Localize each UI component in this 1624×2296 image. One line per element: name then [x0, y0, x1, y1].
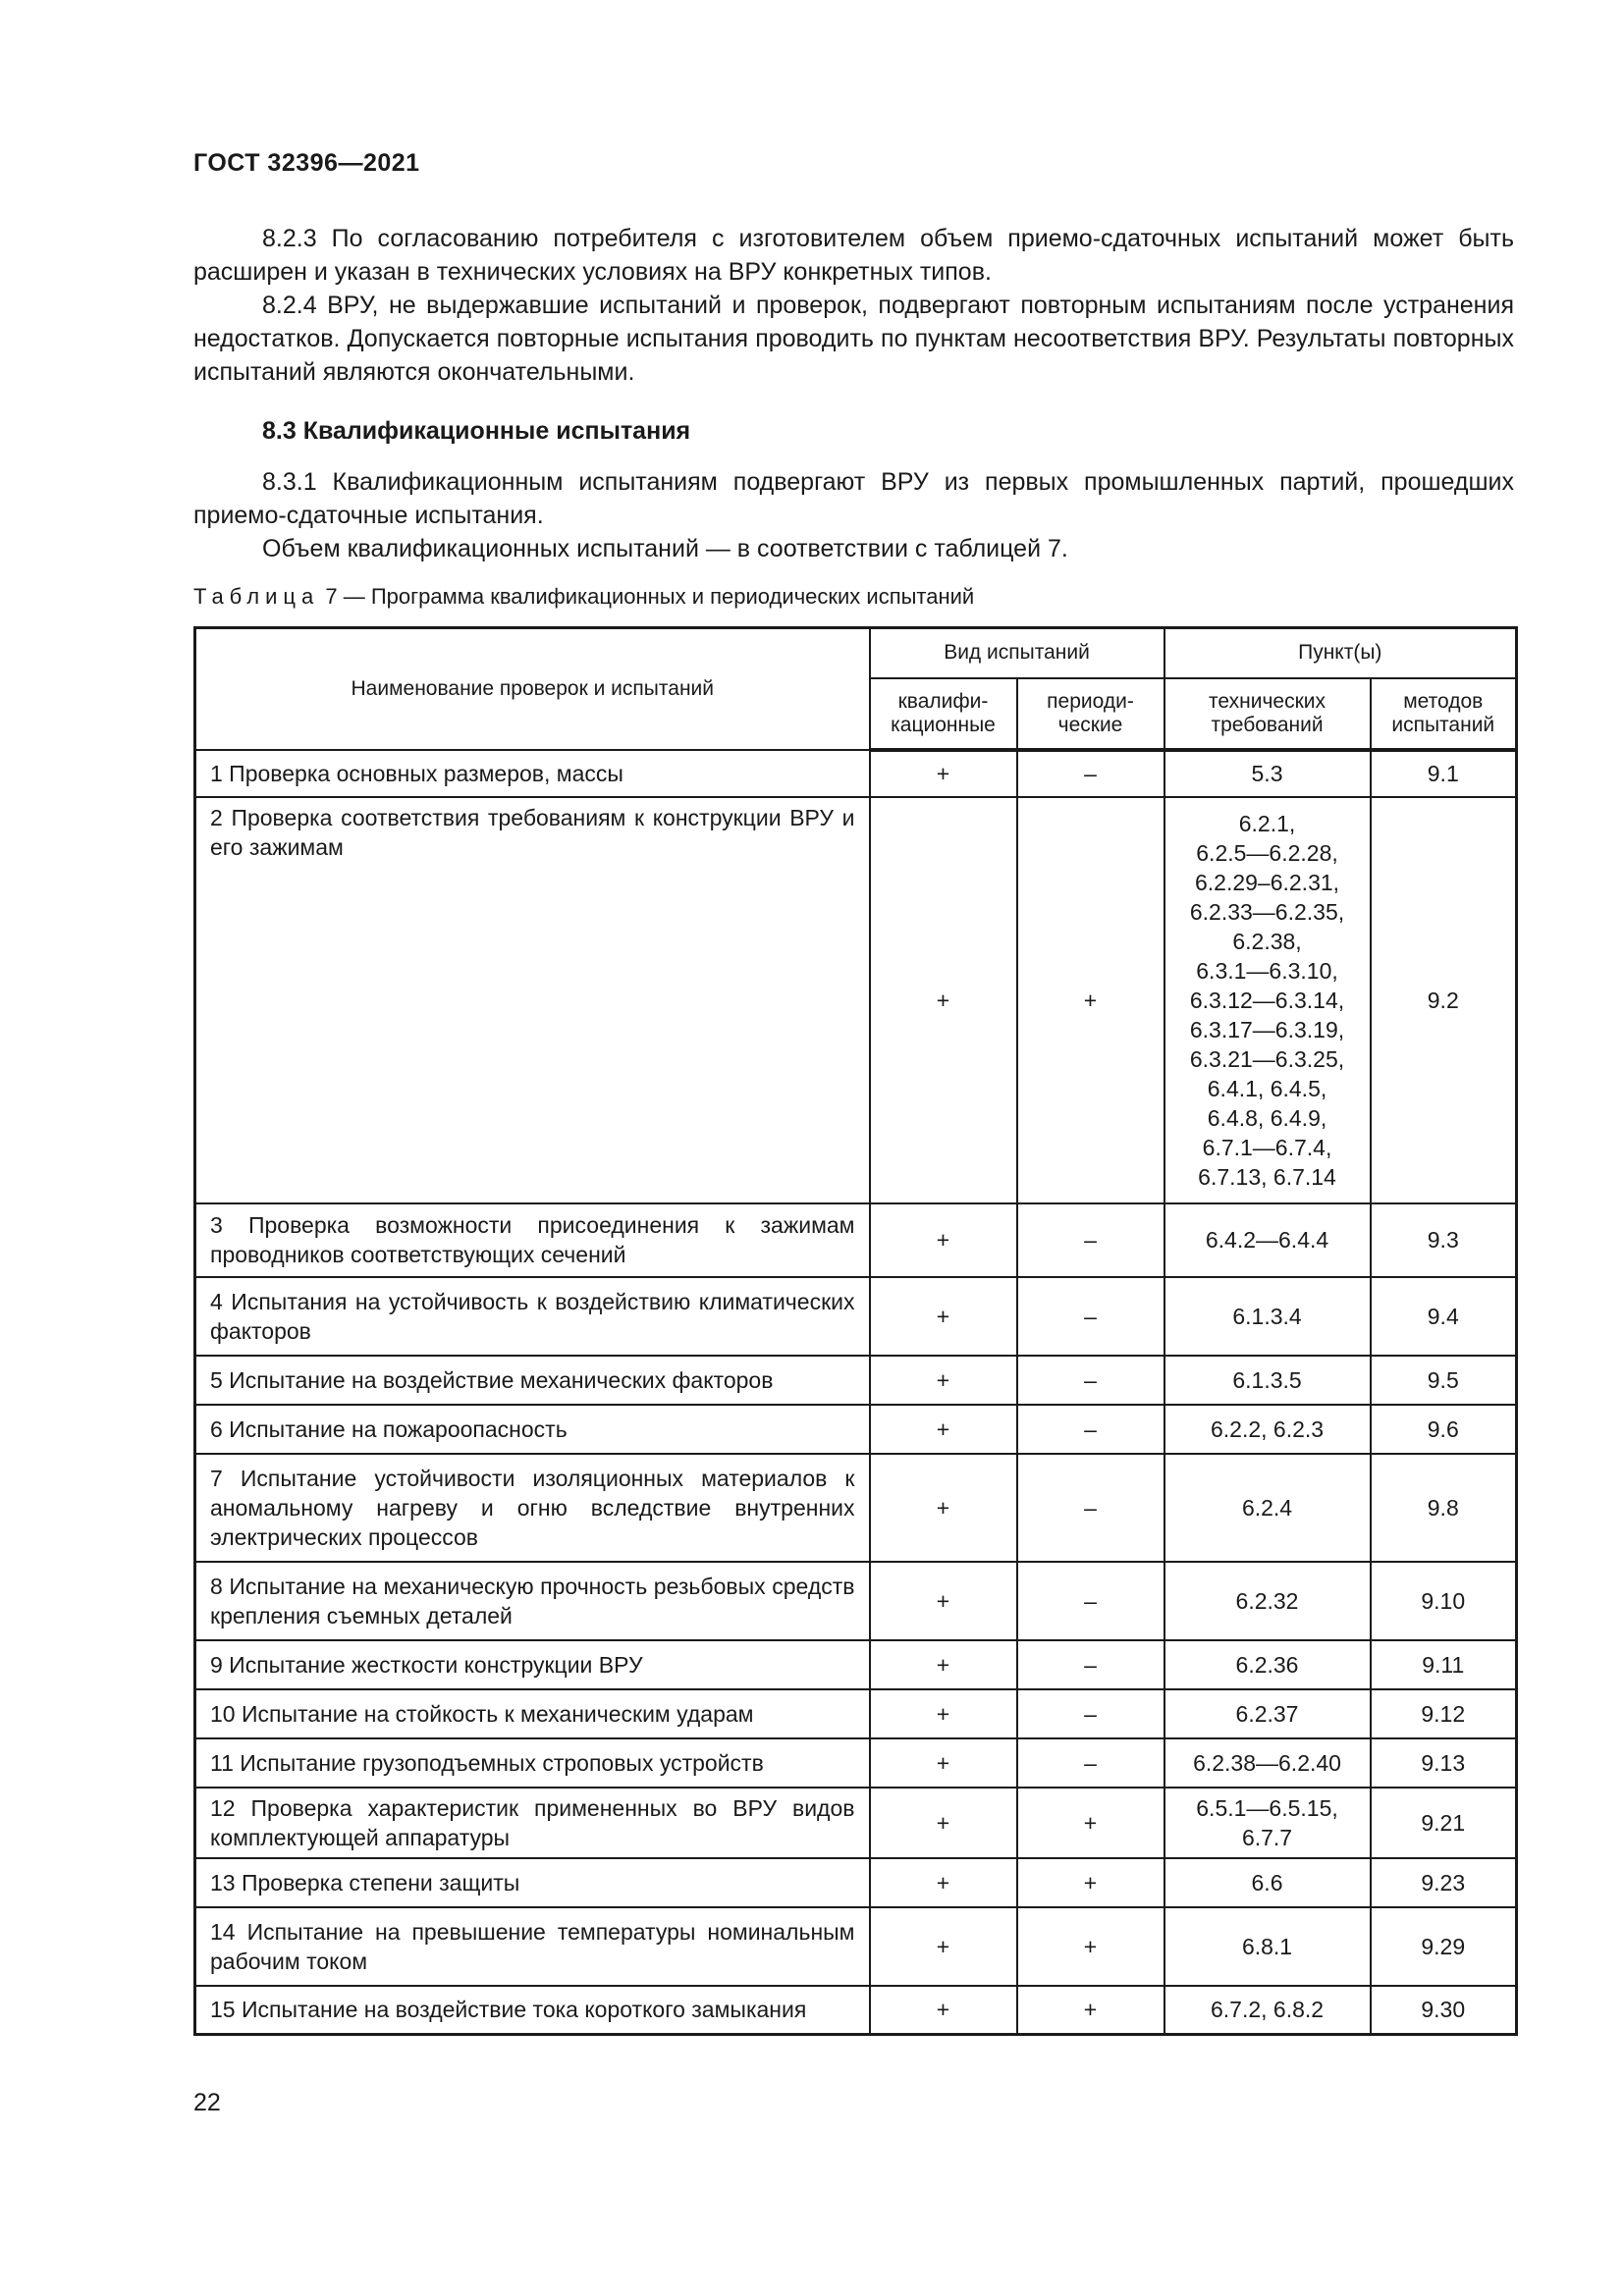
table-row — [195, 1689, 1517, 1738]
header-clauses: Пункт(ы) — [1164, 628, 1517, 678]
row-qualification: + — [870, 1203, 1017, 1277]
row-requirements: 6.2.1, 6.2.5—6.2.28, 6.2.29–6.2.31, 6.2.33—6.2.35, 6.2.38, 6.3.1—6.3.10, 6.3.12—6.3.14, 6.3.17—6.3.19, 6.3.21—6.3.25, 6.4.1, 6.4.5, 6.4.8, 6.4.9, 6.7.1—6.7.4, 6.7.13, 6.7.14 — [1164, 797, 1371, 1203]
paragraph-8-2-4: 8.2.4 ВРУ, не выдержавшие испытаний и проверок, подвергают повторным испытаниям после устранения недостатков. Допускается повторные испытания проводить по пунктам несоответствия ВРУ. Результаты повторных испытаний являются окончательными. — [193, 292, 1514, 386]
row-methods: 9.12 — [1371, 1689, 1517, 1738]
row-requirements: 6.2.38—6.2.40 — [1164, 1738, 1371, 1788]
table-row — [195, 1738, 1517, 1788]
row-name: 15 Испытание на воздействие тока короткого замыкания — [195, 1986, 870, 2035]
row-periodic: – — [1017, 1356, 1164, 1405]
row-qualification: + — [870, 1986, 1017, 2035]
row-periodic: – — [1017, 1562, 1164, 1640]
row-qualification: + — [870, 750, 1017, 797]
row-requirements: 6.2.32 — [1164, 1562, 1371, 1640]
header-qualification: квалифи- кационные — [870, 678, 1017, 750]
row-requirements: 6.1.3.5 — [1164, 1356, 1371, 1405]
row-requirements: 6.2.36 — [1164, 1640, 1371, 1689]
row-requirements: 6.7.2, 6.8.2 — [1164, 1986, 1371, 2035]
row-requirements: 6.5.1—6.5.15, 6.7.7 — [1164, 1788, 1371, 1858]
row-methods: 9.23 — [1371, 1858, 1517, 1907]
table-7 — [193, 626, 1518, 2036]
row-qualification: + — [870, 1277, 1017, 1356]
table-row — [195, 1562, 1517, 1640]
row-requirements: 6.2.37 — [1164, 1689, 1371, 1738]
table-row — [195, 1405, 1517, 1454]
row-methods: 9.13 — [1371, 1738, 1517, 1788]
row-qualification: + — [870, 1454, 1017, 1562]
row-requirements: 6.2.4 — [1164, 1454, 1371, 1562]
body-paragraphs — [193, 222, 1514, 389]
row-qualification: + — [870, 1356, 1017, 1405]
page-number: 22 — [193, 2089, 221, 2116]
row-name: 2 Проверка соответствия требованиям к конструкции ВРУ и его зажимам — [195, 797, 870, 1203]
row-methods: 9.30 — [1371, 1986, 1517, 2035]
table-row — [195, 1640, 1517, 1689]
row-name: 7 Испытание устойчивости изоляционных материалов к аномальному нагреву и огню вследствие внутренних электрических процессов — [195, 1454, 870, 1562]
row-qualification: + — [870, 1788, 1017, 1858]
row-requirements: 5.3 — [1164, 750, 1371, 797]
row-name: 12 Проверка характеристик примененных во ВРУ видов комплектующей аппаратуры — [195, 1788, 870, 1858]
row-methods: 9.11 — [1371, 1640, 1517, 1689]
table-row — [195, 1907, 1517, 1986]
row-periodic: + — [1017, 1858, 1164, 1907]
row-methods: 9.10 — [1371, 1562, 1517, 1640]
row-requirements: 6.8.1 — [1164, 1907, 1371, 1986]
row-name: 4 Испытания на устойчивость к воздействию климатических факторов — [195, 1277, 870, 1356]
row-methods: 9.6 — [1371, 1405, 1517, 1454]
row-qualification: + — [870, 797, 1017, 1203]
row-periodic: – — [1017, 1203, 1164, 1277]
row-qualification: + — [870, 1405, 1017, 1454]
row-qualification: + — [870, 1858, 1017, 1907]
row-name: 9 Испытание жесткости конструкции ВРУ — [195, 1640, 870, 1689]
row-periodic: – — [1017, 1277, 1164, 1356]
row-periodic: + — [1017, 797, 1164, 1203]
row-name: 14 Испытание на превышение температуры номинальным рабочим током — [195, 1907, 870, 1986]
row-methods: 9.5 — [1371, 1356, 1517, 1405]
table-row — [195, 797, 1517, 1203]
row-name: 1 Проверка основных размеров, массы — [195, 750, 870, 797]
document-header: ГОСТ 32396—2021 — [193, 149, 420, 177]
paragraph-8-3-1: 8.3.1 Квалификационным испытаниям подвергают ВРУ из первых промышленных партий, прошедших приемо-сдаточные испытания. — [193, 468, 1514, 529]
row-qualification: + — [870, 1562, 1017, 1640]
table-body — [195, 750, 1517, 2035]
header-periodic: периоди- ческие — [1017, 678, 1164, 750]
row-methods: 9.1 — [1371, 750, 1517, 797]
section-8-3-body — [193, 465, 1514, 565]
row-name: 13 Проверка степени защиты — [195, 1858, 870, 1907]
row-periodic: + — [1017, 1907, 1164, 1986]
row-methods: 9.2 — [1371, 797, 1517, 1203]
row-methods: 9.3 — [1371, 1203, 1517, 1277]
row-requirements: 6.6 — [1164, 1858, 1371, 1907]
table-row — [195, 1986, 1517, 2035]
table-caption — [193, 584, 974, 610]
row-name: 11 Испытание грузоподъемных строповых устройств — [195, 1738, 870, 1788]
table-caption-title: 7 — Программа квалификационных и периодических испытаний — [325, 584, 975, 609]
row-methods: 9.21 — [1371, 1788, 1517, 1858]
row-periodic: – — [1017, 1405, 1164, 1454]
table-row — [195, 1454, 1517, 1562]
table-row — [195, 1788, 1517, 1858]
table-row — [195, 1858, 1517, 1907]
row-methods: 9.29 — [1371, 1907, 1517, 1986]
row-methods: 9.4 — [1371, 1277, 1517, 1356]
row-periodic: – — [1017, 1640, 1164, 1689]
row-periodic: – — [1017, 1738, 1164, 1788]
row-periodic: – — [1017, 1454, 1164, 1562]
row-periodic: – — [1017, 1689, 1164, 1738]
header-requirements: технических требований — [1164, 678, 1371, 750]
row-name: 8 Испытание на механическую прочность резьбовых средств крепления съемных деталей — [195, 1562, 870, 1640]
row-name: 6 Испытание на пожароопасность — [195, 1405, 870, 1454]
row-periodic: – — [1017, 750, 1164, 797]
row-requirements: 6.4.2—6.4.4 — [1164, 1203, 1371, 1277]
table-row — [195, 1356, 1517, 1405]
paragraph-8-2-3: 8.2.3 По согласованию потребителя с изготовителем объем приемо-сдаточных испытаний может быть расширен и указан в технических условиях на ВРУ конкретных типов. — [193, 225, 1514, 286]
row-qualification: + — [870, 1738, 1017, 1788]
row-name: 10 Испытание на стойкость к механическим ударам — [195, 1689, 870, 1738]
row-qualification: + — [870, 1640, 1017, 1689]
header-test-type: Вид испытаний — [870, 628, 1164, 678]
table-row — [195, 1203, 1517, 1277]
row-periodic: + — [1017, 1986, 1164, 2035]
row-requirements: 6.2.2, 6.2.3 — [1164, 1405, 1371, 1454]
row-name: 5 Испытание на воздействие механических факторов — [195, 1356, 870, 1405]
row-requirements: 6.1.3.4 — [1164, 1277, 1371, 1356]
table-row — [195, 1277, 1517, 1356]
section-8-3 — [193, 414, 1514, 448]
row-name: 3 Проверка возможности присоединения к зажимам проводников соответствующих сечений — [195, 1203, 870, 1277]
paragraph-table-reference: Объем квалификационных испытаний — в соответствии с таблицей 7. — [262, 535, 1068, 562]
section-heading: 8.3 Квалификационные испытания — [262, 417, 691, 445]
header-methods: методов испытаний — [1371, 678, 1517, 750]
table-caption-word: Таблица — [193, 584, 320, 609]
row-periodic: + — [1017, 1788, 1164, 1858]
row-methods: 9.8 — [1371, 1454, 1517, 1562]
row-qualification: + — [870, 1907, 1017, 1986]
header-name: Наименование проверок и испытаний — [195, 628, 870, 750]
table-row — [195, 750, 1517, 797]
row-qualification: + — [870, 1689, 1017, 1738]
